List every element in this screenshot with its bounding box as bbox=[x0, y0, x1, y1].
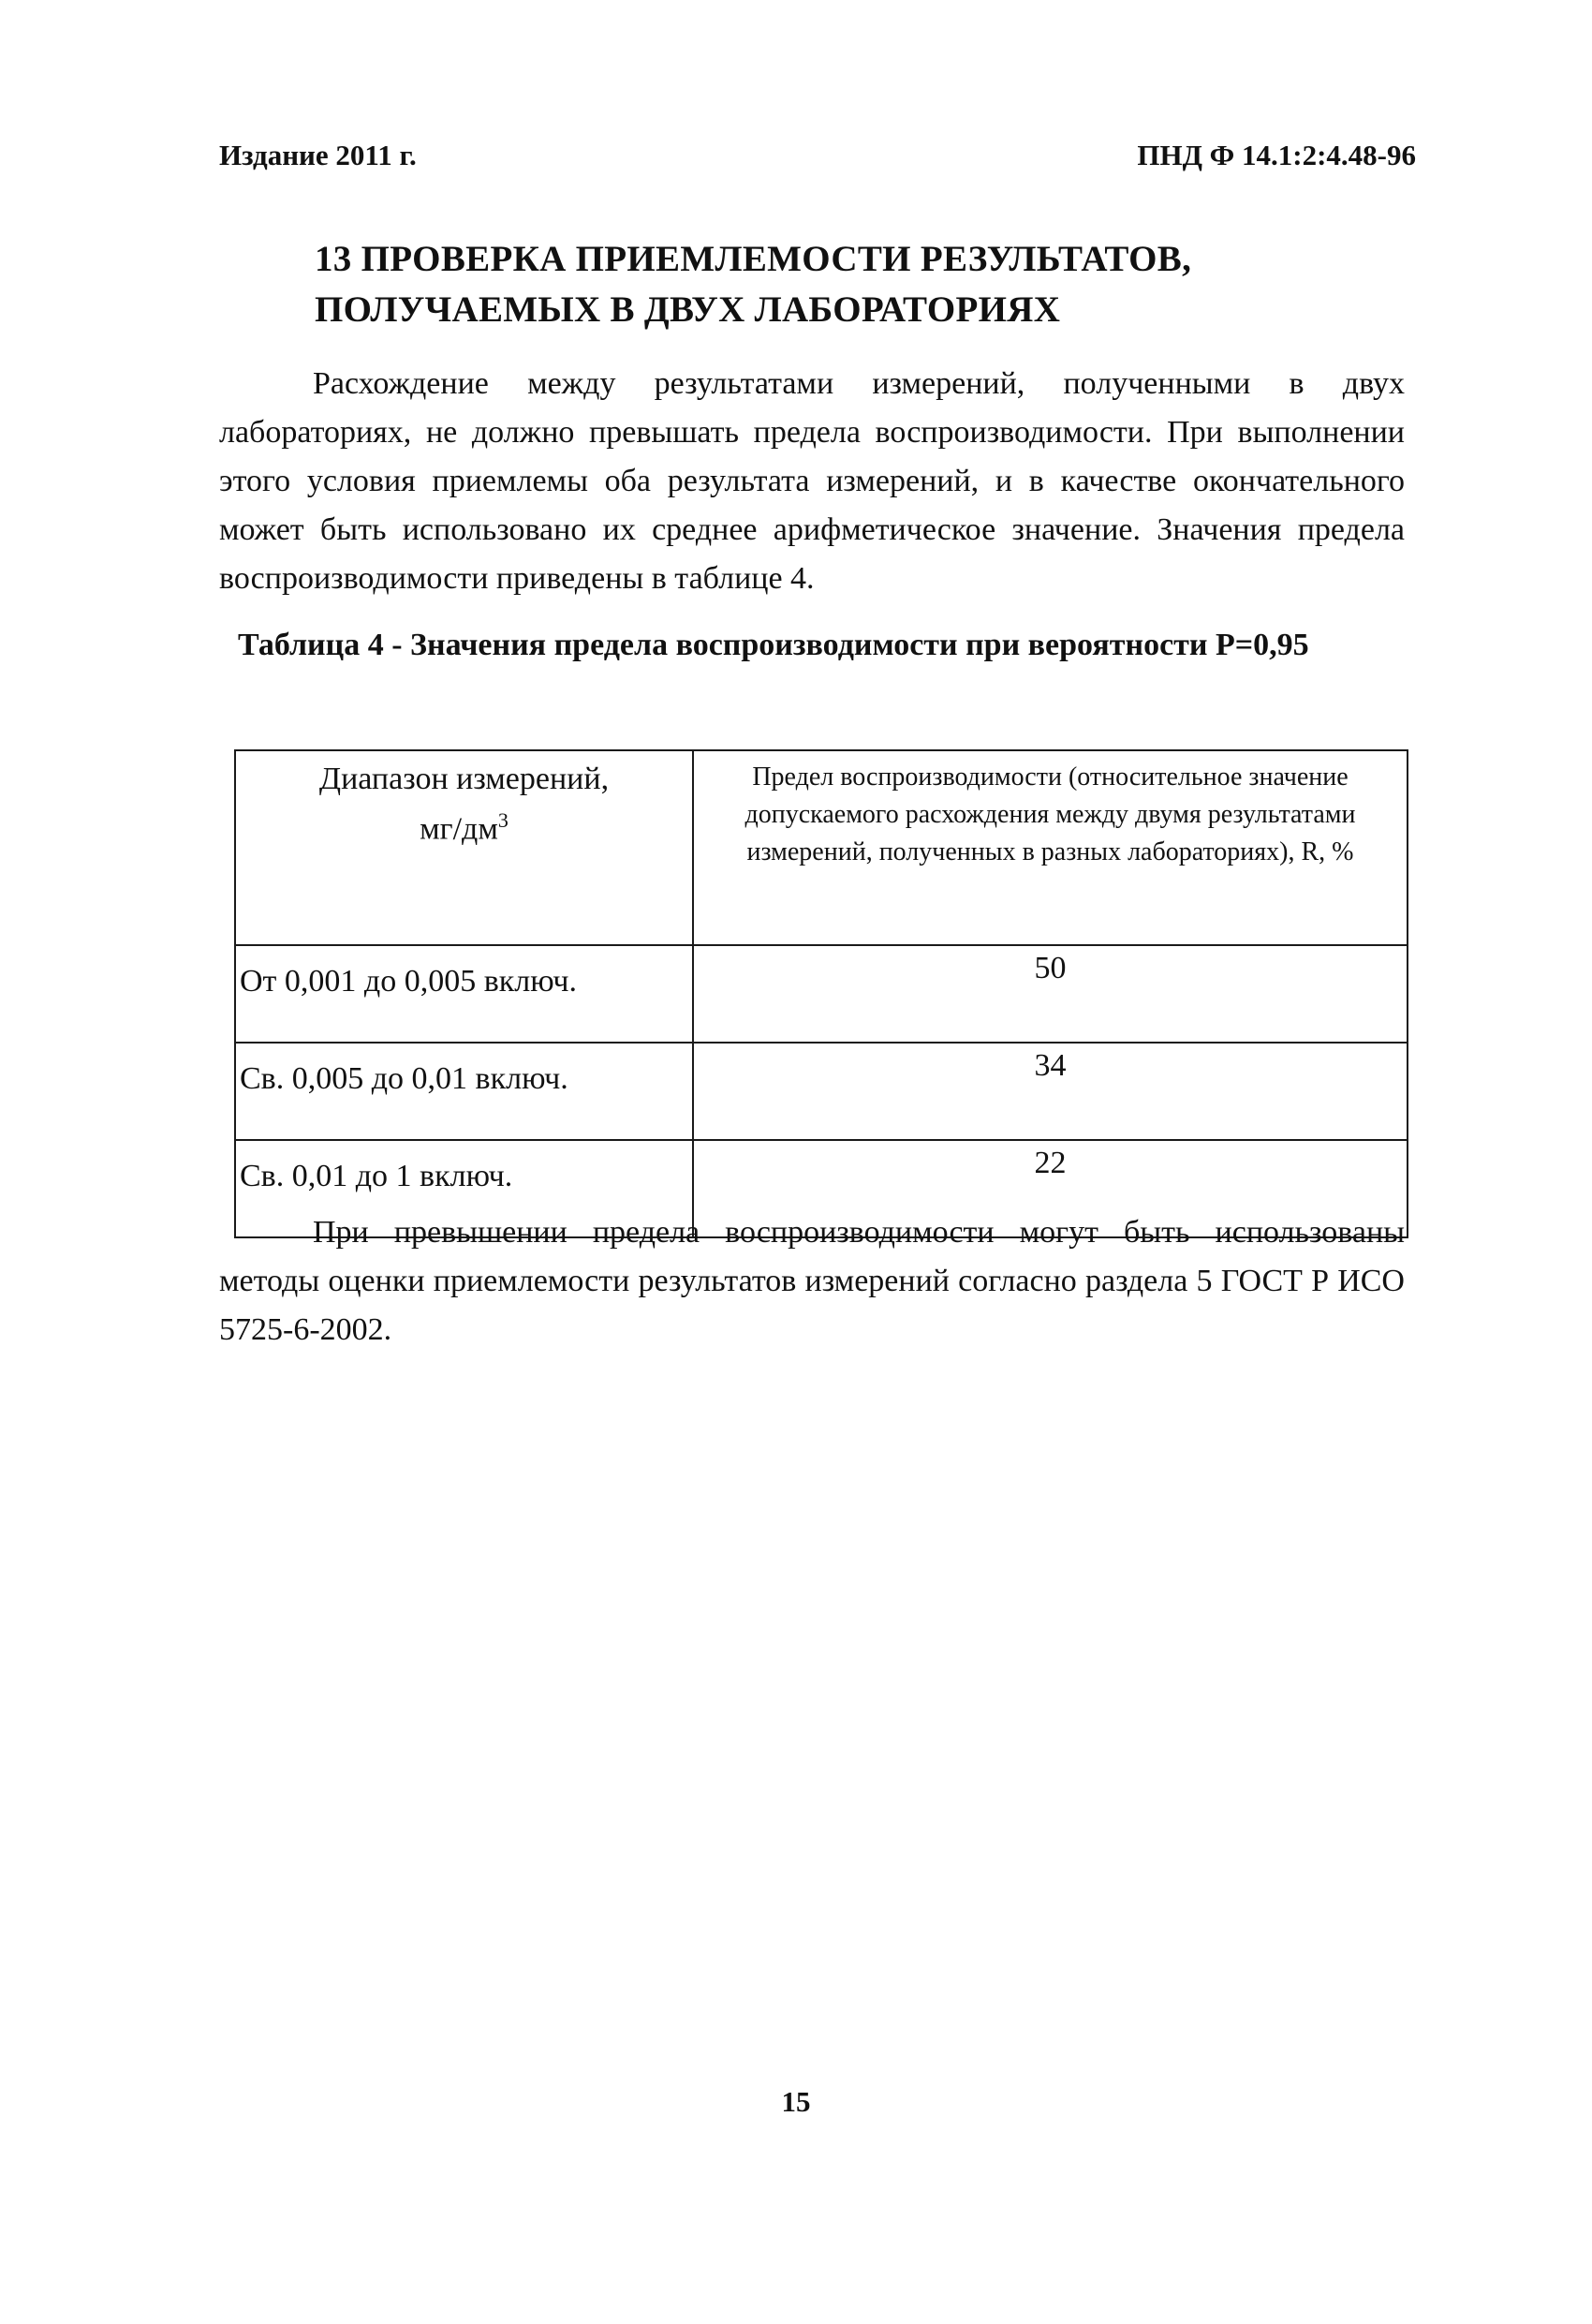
header-range-title: Диапазон измерений, bbox=[318, 762, 610, 796]
limit-cell: 50 bbox=[693, 945, 1408, 1043]
range-cell: Св. 0,005 до 0,01 включ. bbox=[235, 1043, 693, 1140]
table-row bbox=[235, 1043, 1408, 1140]
limit-cell: 34 bbox=[693, 1043, 1408, 1140]
section-title-line-2: ПОЛУЧАЕМЫХ В ДВУХ ЛАБОРАТОРИЯХ bbox=[315, 289, 1061, 330]
header-range-unit-text: мг/дм bbox=[420, 811, 498, 847]
table-header-row bbox=[235, 750, 1408, 945]
table-row bbox=[235, 945, 1408, 1043]
page-number: 15 bbox=[781, 2085, 811, 2118]
document-code: ПНД Ф 14.1:2:4.48-96 bbox=[1137, 139, 1416, 171]
header-range-unit bbox=[236, 800, 692, 850]
reproducibility-table bbox=[234, 749, 1408, 1238]
section-title bbox=[315, 234, 1191, 335]
header-range-unit-superscript: 3 bbox=[497, 808, 509, 832]
limit-cell: 22 bbox=[693, 1140, 1408, 1237]
edition-label: Издание 2011 г. bbox=[219, 139, 417, 171]
range-cell: От 0,001 до 0,005 включ. bbox=[235, 945, 693, 1043]
range-cell: Св. 0,01 до 1 включ. bbox=[235, 1140, 693, 1237]
paragraph-reproducibility: Расхождение между результатами измерений, полученными в двух лабораториях, не должно превышать предела воспроизводимости. При выполнении этого условия приемлемы оба результата измерений, и в качестве окончательного может быть использовано их среднее арифметическое значение. Значения предела воспроизводимости приведены в таблице 4. bbox=[219, 366, 1405, 596]
header-limit-cell: Предел воспроизводимости (относительное значение допускаемого расхождения между двумя результатами измерений, полученных в разных лабораториях), R, % bbox=[693, 750, 1408, 945]
paragraph-exceeding-limit: При превышении предела воспроизводимости могут быть использованы методы оценки приемлемости результатов измерений согласно раздела 5 ГОСТ Р ИСО 5725-6-2002. bbox=[219, 1215, 1405, 1347]
header-range-cell bbox=[235, 750, 693, 945]
section-title-line-1: 13 ПРОВЕРКА ПРИЕМЛЕМОСТИ РЕЗУЛЬТАТОВ, bbox=[315, 239, 1192, 279]
table-caption: Таблица 4 - Значения предела воспроизводимости при вероятности Р=0,95 bbox=[238, 628, 1309, 662]
